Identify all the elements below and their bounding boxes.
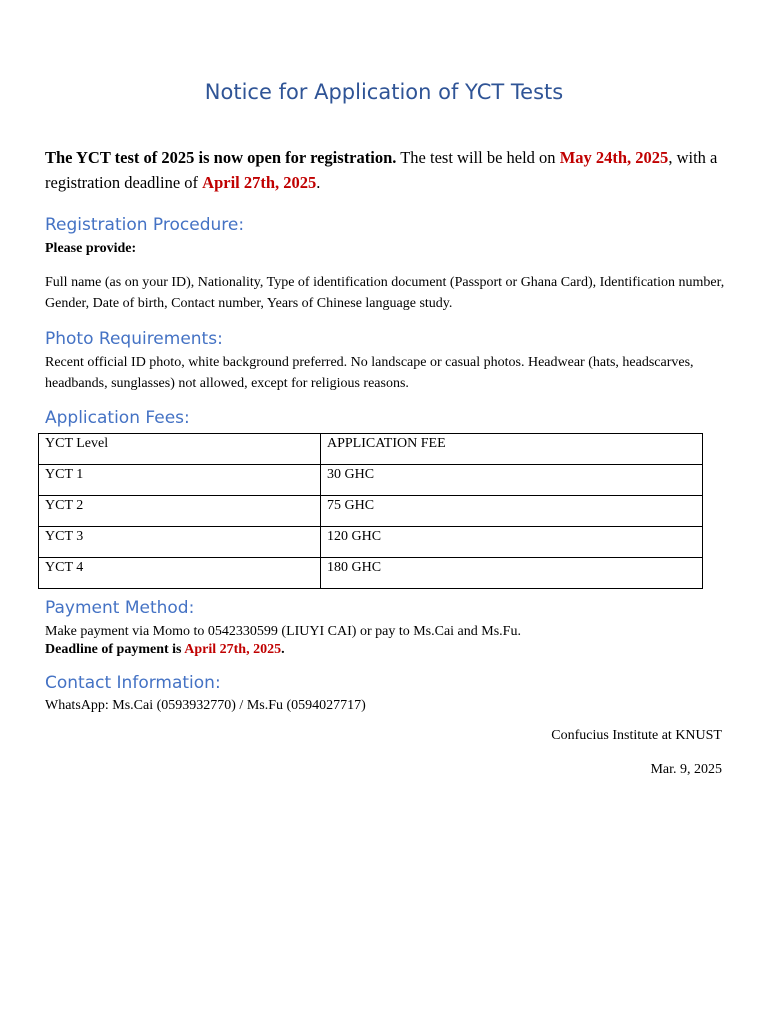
test-date: May 24th, 2025 [559, 148, 669, 167]
intro-text-2: , with a registration deadline of [45, 148, 718, 192]
payment-deadline-label: Deadline of payment is [45, 642, 185, 657]
intro-text-1: The test will be held on [396, 148, 560, 167]
level-cell: YCT 2 [39, 496, 321, 527]
table-row [39, 496, 703, 527]
photo-details: Recent official ID photo, white background preferred. No landscape or casual photos. Headwear (hats, headscarves, headbands, sunglasses) not allowed, except for religious reasons. [45, 355, 694, 391]
fee-table [38, 433, 703, 589]
level-cell: YCT 3 [39, 527, 321, 558]
payment-deadline [45, 640, 725, 661]
payment-heading: Payment Method: [45, 598, 195, 618]
signature-date: Mar. 9, 2025 [650, 762, 722, 777]
contact-whatsapp: WhatsApp: Ms.Cai (0593932770) / Ms.Fu (0594027717) [45, 698, 366, 713]
intro-bold-lead: The YCT test of 2025 is now open for registration. [45, 148, 397, 167]
table-row [39, 465, 703, 496]
payment-deadline-date: April 27th, 2025 [184, 642, 282, 657]
fees-heading: Application Fees: [45, 408, 190, 428]
intro-text-3: . [316, 173, 321, 192]
registration-subheading: Please provide: [45, 241, 137, 256]
payment-instructions: Make payment via Momo to 0542330599 (LIUYI CAI) or pay to Ms.Cai and Ms.Fu. [45, 624, 521, 639]
fee-cell: 75 GHC [321, 496, 703, 527]
table-row [39, 558, 703, 589]
registration-details: Full name (as on your ID), Nationality, Type of identification document (Passport or Ghana Card), Identification number, Gender, Date of birth, Contact number, Years of Chinese language study. [45, 275, 725, 311]
column-header-fee: APPLICATION FEE [321, 434, 703, 465]
fee-cell: 30 GHC [321, 465, 703, 496]
fee-cell: 120 GHC [321, 527, 703, 558]
signature-organization: Confucius Institute at KNUST [551, 728, 722, 743]
level-cell: YCT 1 [39, 465, 321, 496]
payment-deadline-end: . [281, 642, 285, 657]
fee-cell: 180 GHC [321, 558, 703, 589]
table-row [39, 527, 703, 558]
intro-paragraph [45, 145, 725, 195]
page-title: Notice for Application of YCT Tests [204, 80, 564, 104]
level-cell: YCT 4 [39, 558, 321, 589]
table-header-row [39, 434, 703, 465]
column-header-level: YCT Level [39, 434, 321, 465]
registration-heading: Registration Procedure: [45, 215, 245, 235]
photo-heading: Photo Requirements: [45, 329, 223, 349]
registration-deadline: April 27th, 2025 [202, 173, 317, 192]
contact-heading: Contact Information: [45, 673, 221, 693]
